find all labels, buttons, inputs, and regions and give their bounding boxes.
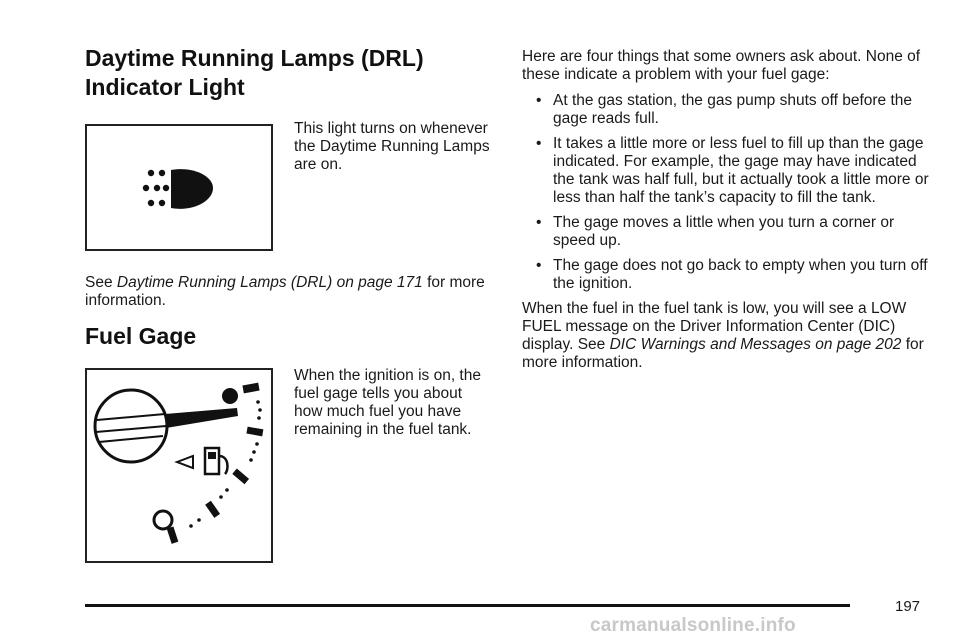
drl-description: This light turns on whenever the Daytime Running Lamps are on. [294,120,490,173]
drl-indicator-figure [85,124,273,251]
footer-rule [85,604,850,607]
faq-intro: Here are four things that some owners ask about. None of these indicate a problem with your fuel gage: [522,48,921,83]
list-item [522,135,932,207]
low-fuel-suffix: for more information. [522,336,924,371]
list-item [522,214,932,250]
drl-heading: Daytime Running Lamps (DRL) Indicator Light [85,45,424,100]
see-suffix: for more information. [85,274,485,309]
see-prefix: See [85,274,113,291]
list-item-text: The gage moves a little when you turn a corner or speed up. [553,214,895,249]
bullet-glyph: • [536,257,542,274]
bullet-glyph: • [536,214,542,231]
drl-page-link[interactable]: Daytime Running Lamps (DRL) on page 171 [116,274,423,291]
fuel-gage-heading: Fuel Gage [85,323,197,349]
bullet-glyph: • [536,135,542,152]
fuel-gage-description: When the ignition is on, the fuel gage tells you about how much fuel you have remaining in the fuel tank. [294,367,481,438]
list-item [522,92,932,128]
list-item-text: The gage does not go back to empty when you turn off the ignition. [553,257,928,292]
watermark: carmanualsonline.info [590,615,796,636]
list-item-text: At the gas station, the gas pump shuts off before the gage reads full. [553,92,913,127]
drl-lamp-icon [87,126,271,249]
faq-list [522,92,932,293]
list-item-text: It takes a little more or less fuel to fill up than the gage indicated. For example, the gage may have indicated the tank was half full, but it actually took a little more or less than half the tank’s capacity to fill the tank. [553,135,929,206]
page-number: 197 [895,598,921,615]
list-item [522,257,932,293]
dic-page-link[interactable]: DIC Warnings and Messages on page 202 [609,336,902,353]
fuel-gage-faq [522,48,932,372]
drl-see-reference [85,274,505,310]
low-fuel-paragraph [522,300,932,372]
fuel-gage-icon [87,370,271,561]
fuel-gage-figure [85,368,273,563]
low-fuel-text: When the fuel in the fuel tank is low, you will see a LOW FUEL message on the Driver Information Center (DIC) display. See [522,300,907,353]
bullet-glyph: • [536,92,542,109]
